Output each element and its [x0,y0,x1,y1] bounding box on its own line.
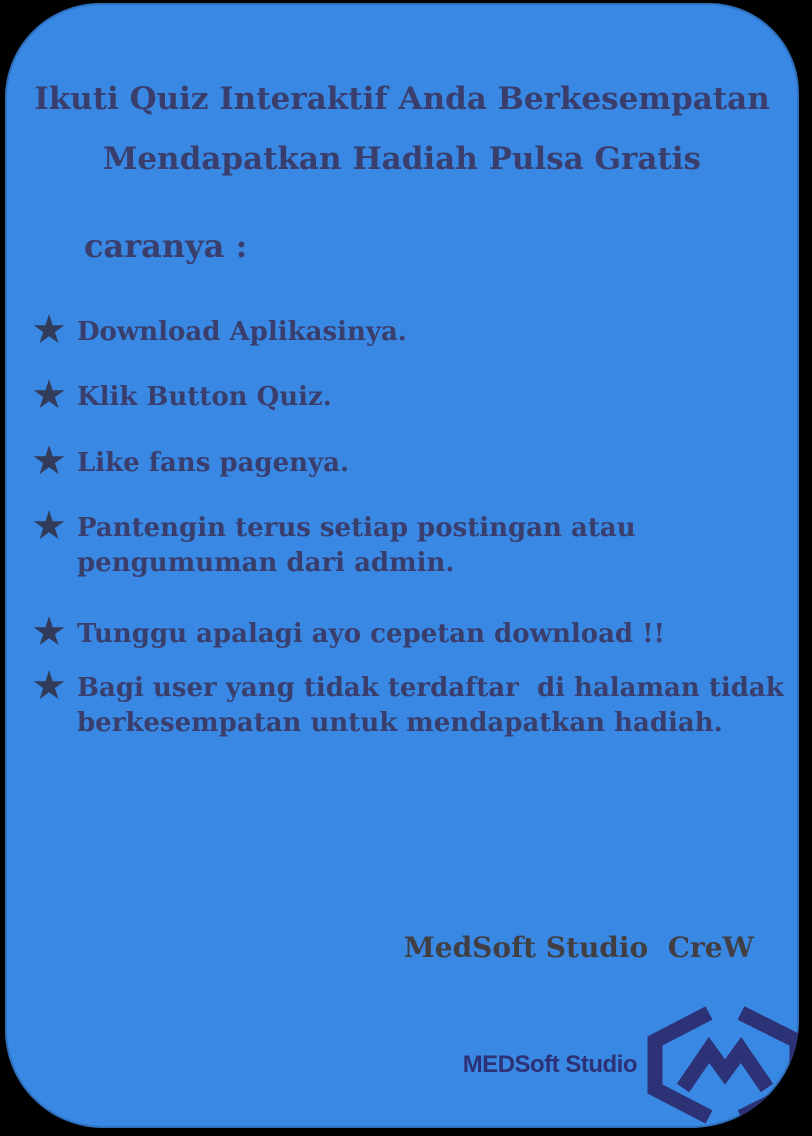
step-item [21,503,636,581]
poster-title-line1: Ikuti Quiz Interaktif Anda Berkesempatan [34,81,770,117]
step-text: berkesempatan untuk mendapatkan hadiah. [77,708,723,738]
star-icon: ★ [31,609,67,655]
step-item [21,663,784,741]
step-text: Klik Button Quiz. [77,382,332,412]
step-text: Pantengin terus setiap postingan atau [77,513,636,543]
step-text: Like fans pagenya. [77,448,350,478]
step-item [21,438,350,484]
step-text: Download Aplikasinya. [77,317,407,347]
poster-title [5,69,799,189]
step-text: pengumuman dari admin. [77,548,455,578]
star-icon: ★ [31,503,67,549]
star-icon: ★ [31,663,67,709]
flyer-card [5,3,799,1128]
credit-text: MedSoft Studio CreW [403,931,754,964]
step-text: Bagi user yang tidak terdaftar di halaman tidak [77,673,784,703]
star-icon: ★ [31,307,67,353]
caranya-heading: caranya : [84,227,248,265]
step-item [21,372,332,418]
poster-title-line2: Mendapatkan Hadiah Pulsa Gratis [103,141,701,177]
medsoft-cube-icon [639,1004,799,1126]
star-icon: ★ [31,372,67,418]
step-text: Tunggu apalagi ayo cepetan download !! [77,619,665,649]
step-item [21,609,665,655]
star-icon: ★ [31,438,67,484]
medsoft-logo-text: MEDSoft Studio [462,1051,637,1078]
step-item [21,307,407,353]
medsoft-logo [463,1004,799,1126]
